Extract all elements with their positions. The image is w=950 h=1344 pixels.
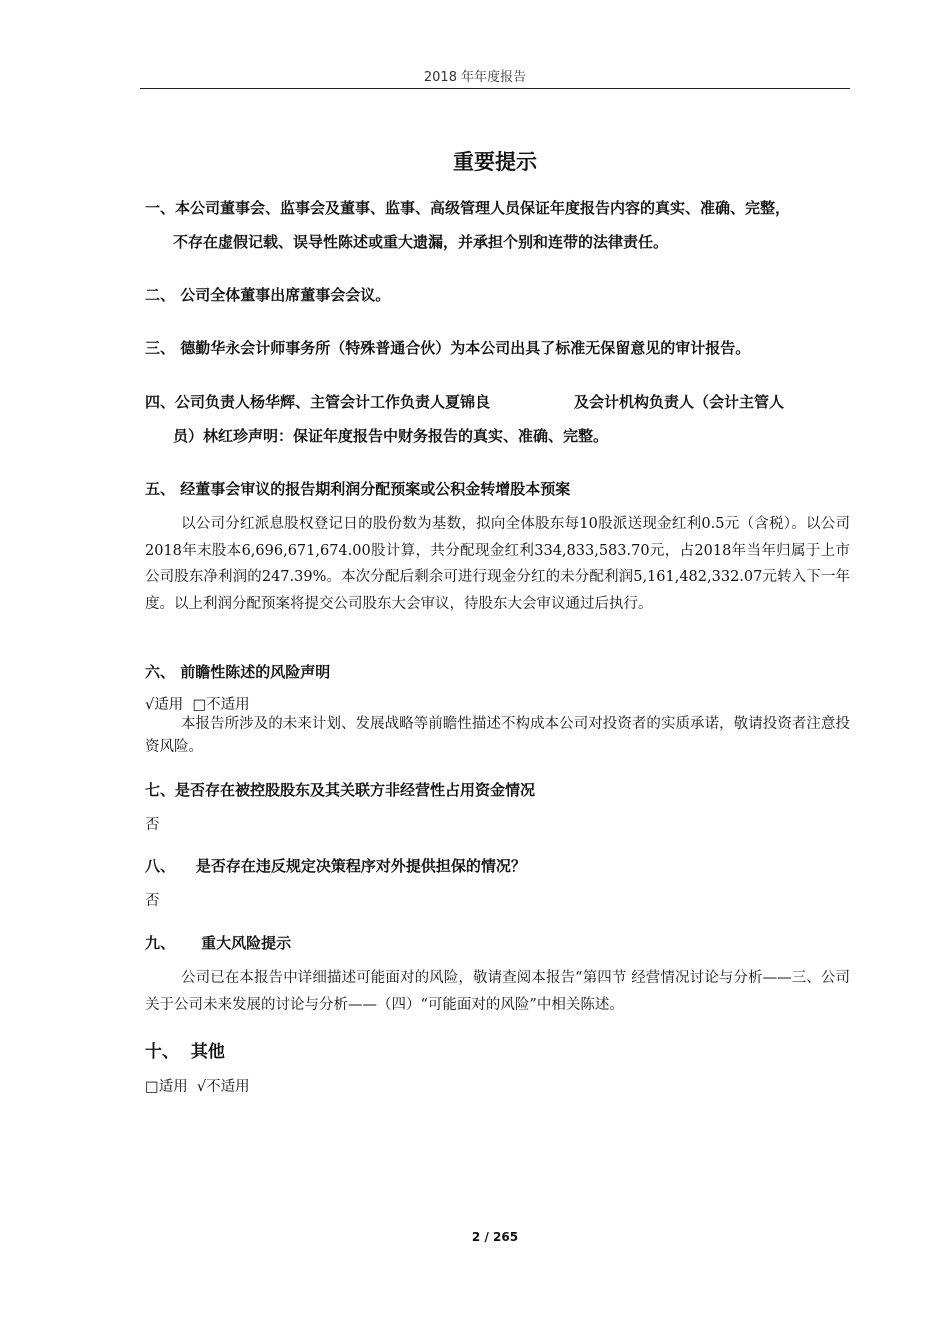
section-9-heading: 九、 重大风险提示 [145, 934, 292, 952]
section-8-answer: 否 [145, 893, 160, 909]
section-10-heading: 十、 其他 [145, 1042, 225, 1062]
page-number: 2 / 265 [471, 1230, 519, 1244]
section-2: 二、 公司全体董事出席董事会会议。 [145, 286, 391, 304]
section-4-line-1 [145, 385, 850, 419]
section-4-line-2: 员）林红珍声明：保证年度报告中财务报告的真实、准确、完整。 [173, 427, 609, 445]
page-title: 重要提示 [453, 150, 537, 174]
section-5-heading: 五、 经董事会审议的报告期利润分配预案或公积金转增股本预案 [145, 480, 571, 498]
section-10-options: □适用 √不适用 [145, 1079, 250, 1095]
header-divider [140, 88, 850, 89]
section-5-body: 以公司分红派息股权登记日的股份数为基数，拟向全体股东每10股派送现金红利0.5元（含税）。以公司2018年末股本6,696,671,674.00股计算，共分配现金红利334,833,583.70元，占2018年当年归属于上市公司股东净利润的247.39%。本次分配后剩余可进行现金分红的未分配利润5,161,482,332.07元转入下一年度。以上利润分配预案将提交公司股东大会审议，待股东大会审议通过后执行。 [145, 516, 850, 612]
section-8-heading: 八、 是否存在违反规定决策程序对外提供担保的情况？ [145, 857, 526, 875]
section-9-body: 公司已在本报告中详细描述可能面对的风险，敬请查阅本报告“第四节 经营情况讨论与分析——三、公司关于公司未来发展的讨论与分析——（四）“可能面对的风险”中相关陈述。 [145, 970, 850, 1013]
section-7-answer: 否 [145, 817, 160, 833]
section-7-heading: 七、是否存在被控股股东及其关联方非经营性占用资金情况 [145, 781, 536, 799]
section-6-heading: 六、 前瞻性陈述的风险声明 [145, 663, 331, 681]
section-4-part-2: 及会计机构负责人（会计主管人 [574, 393, 785, 411]
section-6-options: √适用 □不适用 [145, 697, 250, 713]
section-1-line-2: 不存在虚假记载、误导性陈述或重大遗漏，并承担个别和连带的法律责任。 [173, 233, 669, 251]
section-4-part-1: 四、公司负责人杨华辉、主管会计工作负责人夏锦良 [145, 393, 491, 411]
section-1-line-1: 一、本公司董事会、监事会及董事、监事、高级管理人员保证年度报告内容的真实、准确、完整， [145, 199, 791, 217]
section-6-body: 本报告所涉及的未来计划、发展战略等前瞻性描述不构成本公司对投资者的实质承诺，敬请投资者注意投资风险。 [145, 716, 850, 755]
running-header: 2018 年年度报告 [423, 70, 527, 85]
section-3: 三、 德勤华永会计师事务所（特殊普通合伙）为本公司出具了标准无保留意见的审计报告。 [145, 339, 751, 357]
